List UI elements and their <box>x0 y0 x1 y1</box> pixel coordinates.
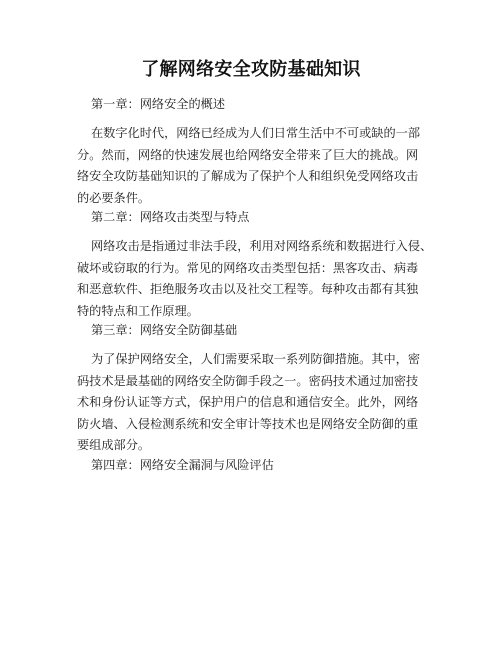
paragraph-line: 特的特点和工作原理。 <box>77 303 199 318</box>
paragraph-line: 分。然而，网络的快速发展也给网络安全带来了巨大的挑战。网 <box>77 147 419 162</box>
chapter-2-paragraph <box>77 236 437 322</box>
paragraph-line: 为了保护网络安全，人们需要采取一系列防御措施。其中，密 <box>91 352 421 366</box>
paragraph-line: 破坏或窃取的行为。常见的网络攻击类型包括：黑客攻击、病毒 <box>77 260 419 275</box>
paragraph-line: 防火墙、入侵检测系统和安全审计等技术也是网络安全防御的重 <box>77 416 419 431</box>
chapter-2-heading: 第二章：网络攻击类型与特点 <box>91 210 250 224</box>
chapter-1-heading: 第一章：网络安全的概述 <box>91 97 226 111</box>
paragraph-line: 要组成部分。 <box>77 438 151 452</box>
chapter-3-heading: 第三章：网络安全防御基础 <box>91 323 238 337</box>
paragraph-line: 和恶意软件、拒绝服务攻击以及社交工程等。每种攻击都有其独 <box>77 282 419 296</box>
chapter-3-paragraph <box>77 349 437 457</box>
paragraph-line: 网络攻击是指通过非法手段，利用对网络系统和数据进行入侵、 <box>91 239 433 253</box>
chapter-1-paragraph <box>77 123 437 209</box>
paragraph-line: 码技术是最基础的网络安全防御手段之一。密码技术通过加密技 <box>77 373 419 388</box>
paragraph-line: 的必要条件。 <box>77 190 151 205</box>
paragraph-line: 术和身份认证等方式，保护用户的信息和通信安全。此外，网络 <box>77 395 419 409</box>
paragraph-line: 在数字化时代，网络已经成为人们日常生活中不可或缺的一部 <box>91 126 421 140</box>
paragraph-line: 络安全攻防基础知识的了解成为了保护个人和组织免受网络攻击 <box>77 169 419 183</box>
chapter-4-heading: 第四章：网络安全漏洞与风险评估 <box>91 458 274 472</box>
document-title: 了解网络安全攻防基础知识 <box>141 59 361 80</box>
